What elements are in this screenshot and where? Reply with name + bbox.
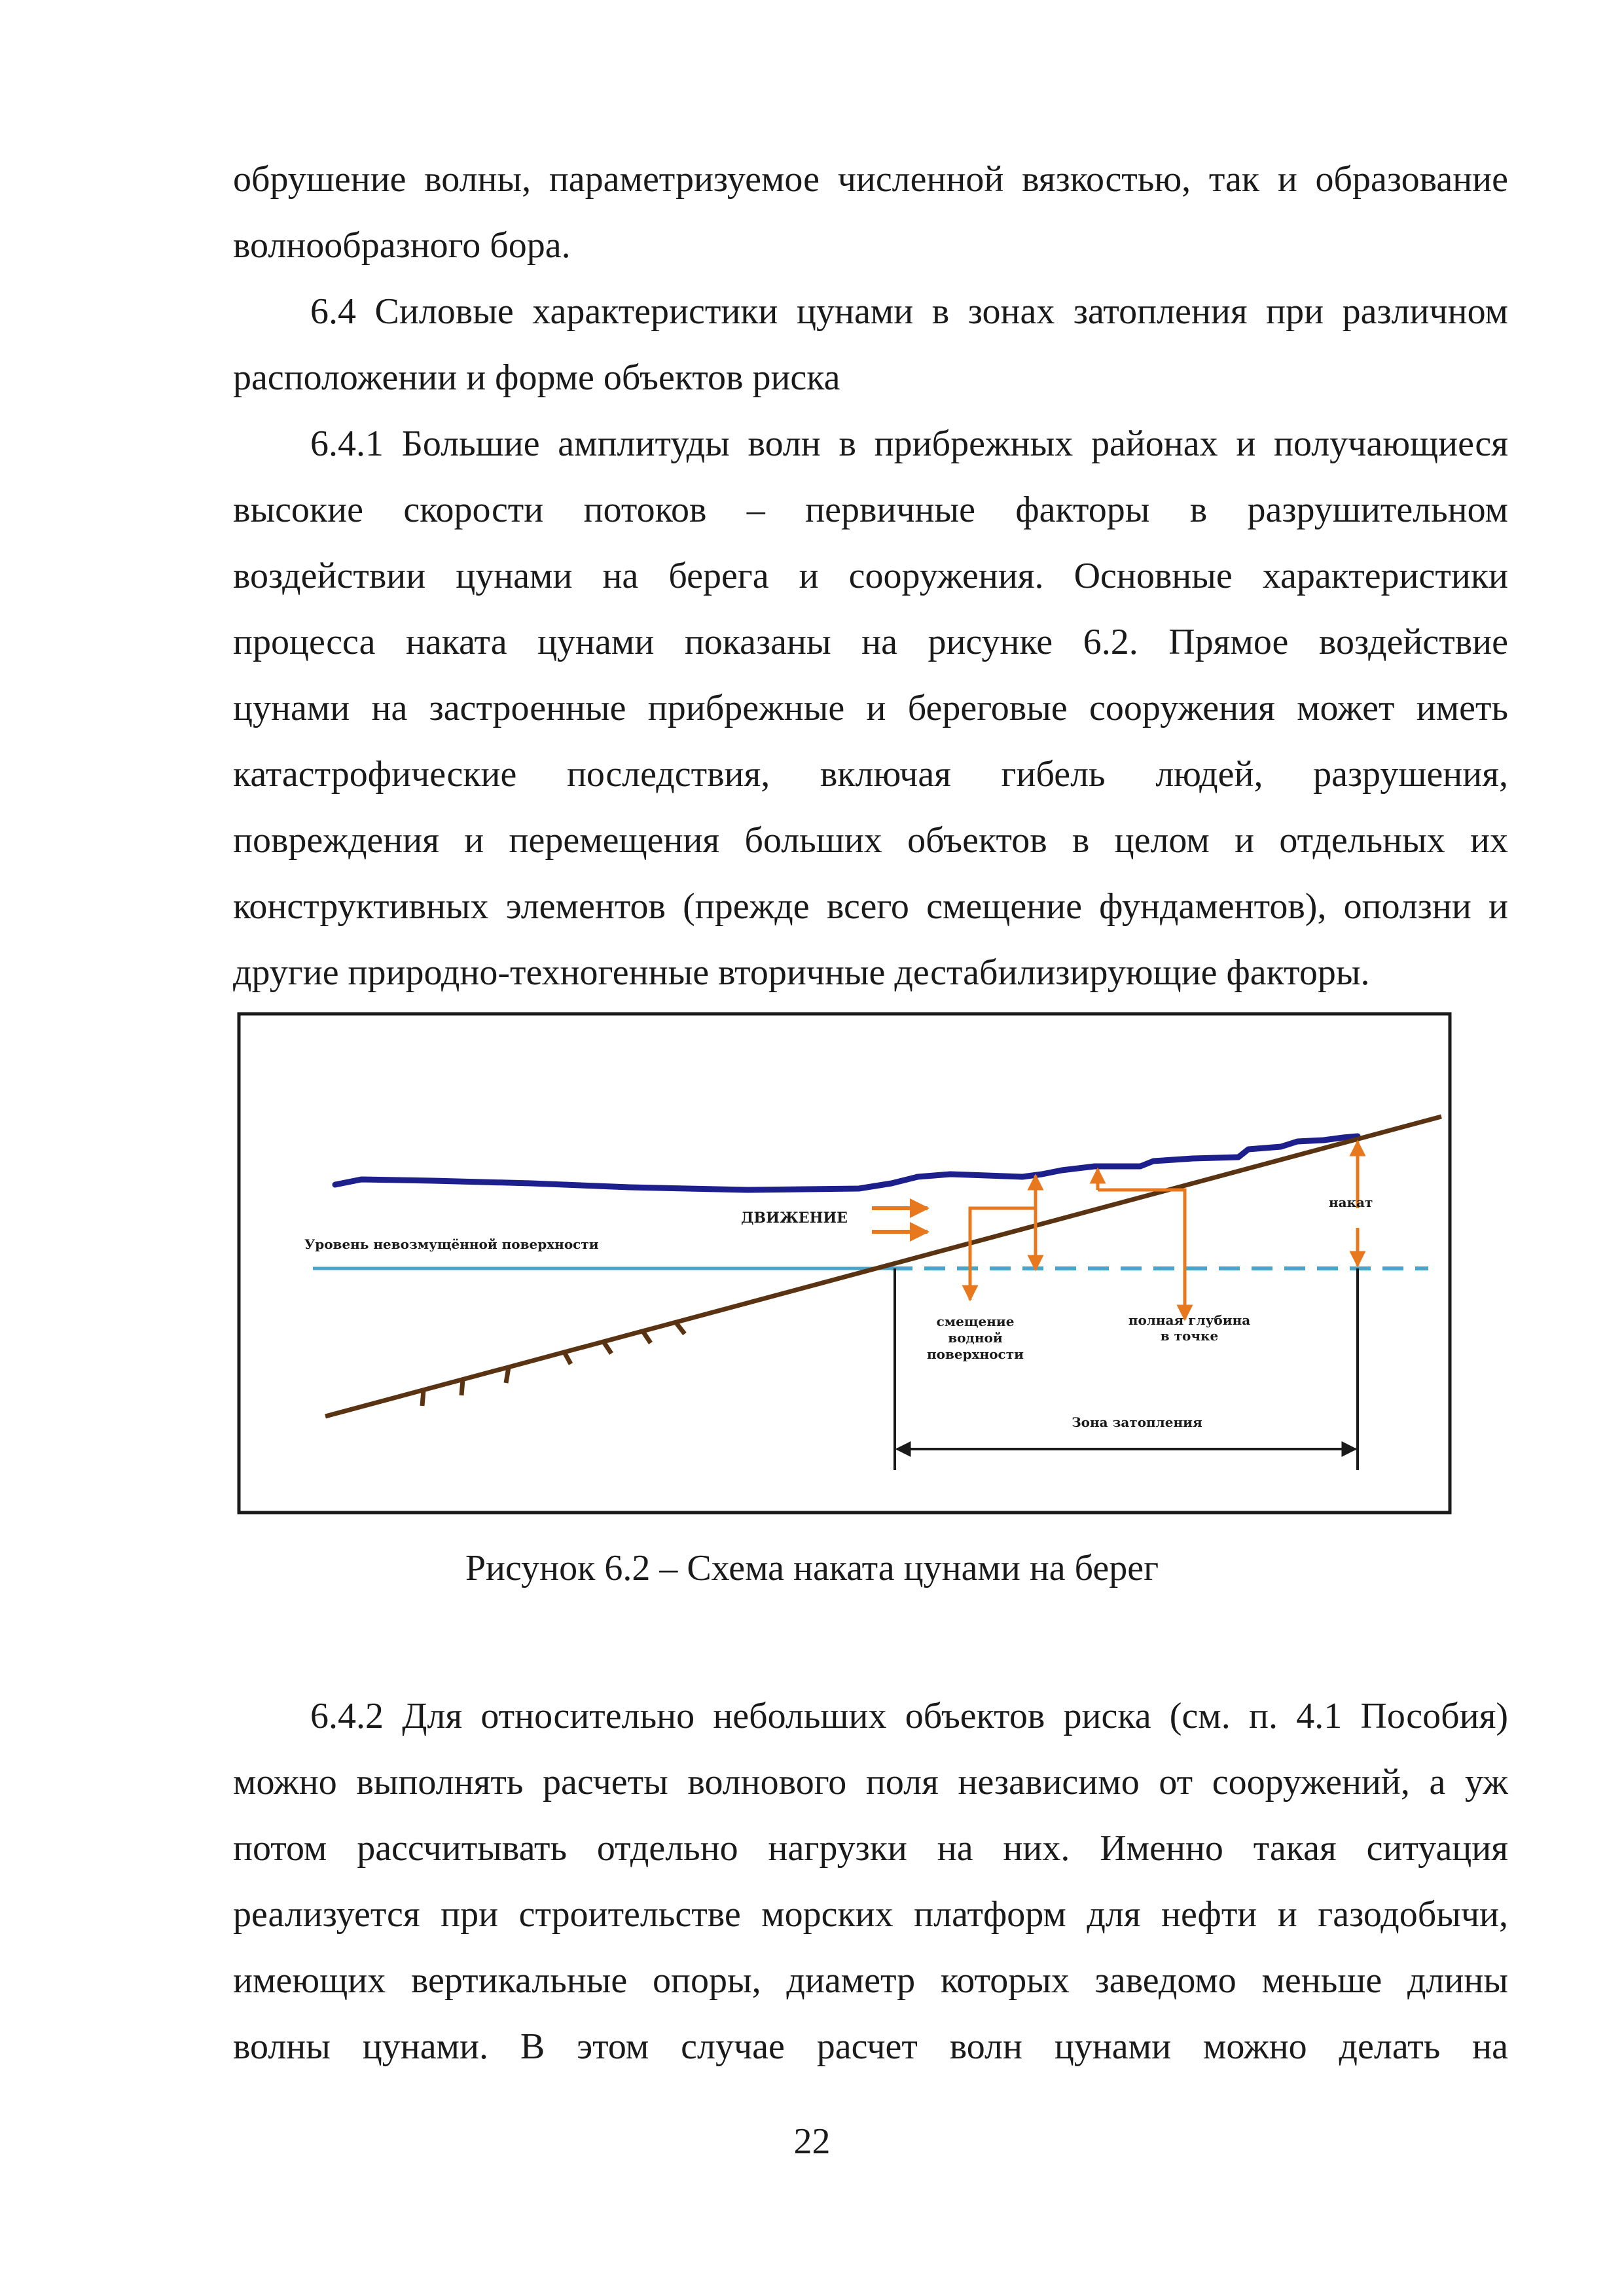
text-line: процесса наката цунами показаны на рисунке 6.2. Прямое воздействие (233, 622, 1508, 662)
label-total-depth: полная глубина (1128, 1312, 1251, 1328)
text-line: воздействии цунами на берега и сооружения. Основные характеристики (233, 556, 1508, 596)
section-heading: 6.4 Силовые характеристики цунами в зонах затопления при различном (310, 291, 1508, 332)
text-line: другие природно-техногенные вторичные дестабилизирующие факторы. (233, 952, 1370, 993)
text-line: имеющих вертикальные опоры, диаметр которых заведомо меньше длины (233, 1960, 1508, 2001)
text-block-upper (233, 147, 1508, 1006)
tsunami-runup-figure (237, 1012, 1452, 1515)
label-displacement: поверхности (927, 1346, 1024, 1362)
label-displacement: водной (948, 1330, 1003, 1346)
text-line: цунами на застроенные прибрежные и береговые сооружения может иметь (233, 688, 1508, 728)
label-runup: накат (1329, 1194, 1373, 1210)
page-number: 22 (793, 2121, 831, 2162)
ground-slope-line (325, 1117, 1441, 1416)
section-heading: расположении и форме объектов риска (233, 357, 840, 398)
label-movement: ДВИЖЕНИЕ (741, 1210, 848, 1227)
text-line: 6.4.2 Для относительно небольших объектов риска (см. п. 4.1 Пособия) (310, 1696, 1508, 1736)
total-depth-indicator (1098, 1169, 1185, 1319)
label-total-depth: в точке (1160, 1328, 1219, 1344)
text-line: обрушение волны, параметризуемое численной вязкостью, так и образование (233, 159, 1508, 200)
label-inundation-zone: Зона затопления (1072, 1414, 1202, 1430)
figure-frame (239, 1014, 1450, 1513)
label-still-level: Уровень невозмущённой поверхности (304, 1236, 599, 1252)
text-block-lower (233, 1683, 1508, 2080)
text-line: можно выполнять расчеты волнового поля независимо от сооружений, а уж (233, 1762, 1508, 1803)
ground-hatching (422, 1322, 685, 1406)
text-line: 6.4.1 Большие амплитуды волн в прибрежных районах и получающиеся (310, 423, 1508, 464)
text-line: повреждения и перемещения больших объектов в целом и отдельных их (233, 820, 1508, 861)
text-line: конструктивных элементов (прежде всего смещение фундаментов), оползни и (233, 886, 1508, 927)
text-line: катастрофические последствия, включая гибель людей, разрушения, (233, 754, 1508, 795)
figure-caption: Рисунок 6.2 – Схема наката цунами на берег (465, 1548, 1159, 1588)
text-line: высокие скорости потоков – первичные факторы в разрушительном (233, 490, 1508, 530)
text-line: потом рассчитывать отдельно нагрузки на них. Именно такая ситуация (233, 1828, 1508, 1869)
text-line: волны цунами. В этом случае расчет волн цунами можно делать на (233, 2026, 1508, 2067)
text-line: волнообразного бора. (233, 225, 571, 266)
text-line: реализуется при строительстве морских платформ для нефти и газодобычи, (233, 1894, 1508, 1935)
label-displacement: смещение (936, 1314, 1015, 1329)
displacement-indicator (970, 1175, 1036, 1300)
